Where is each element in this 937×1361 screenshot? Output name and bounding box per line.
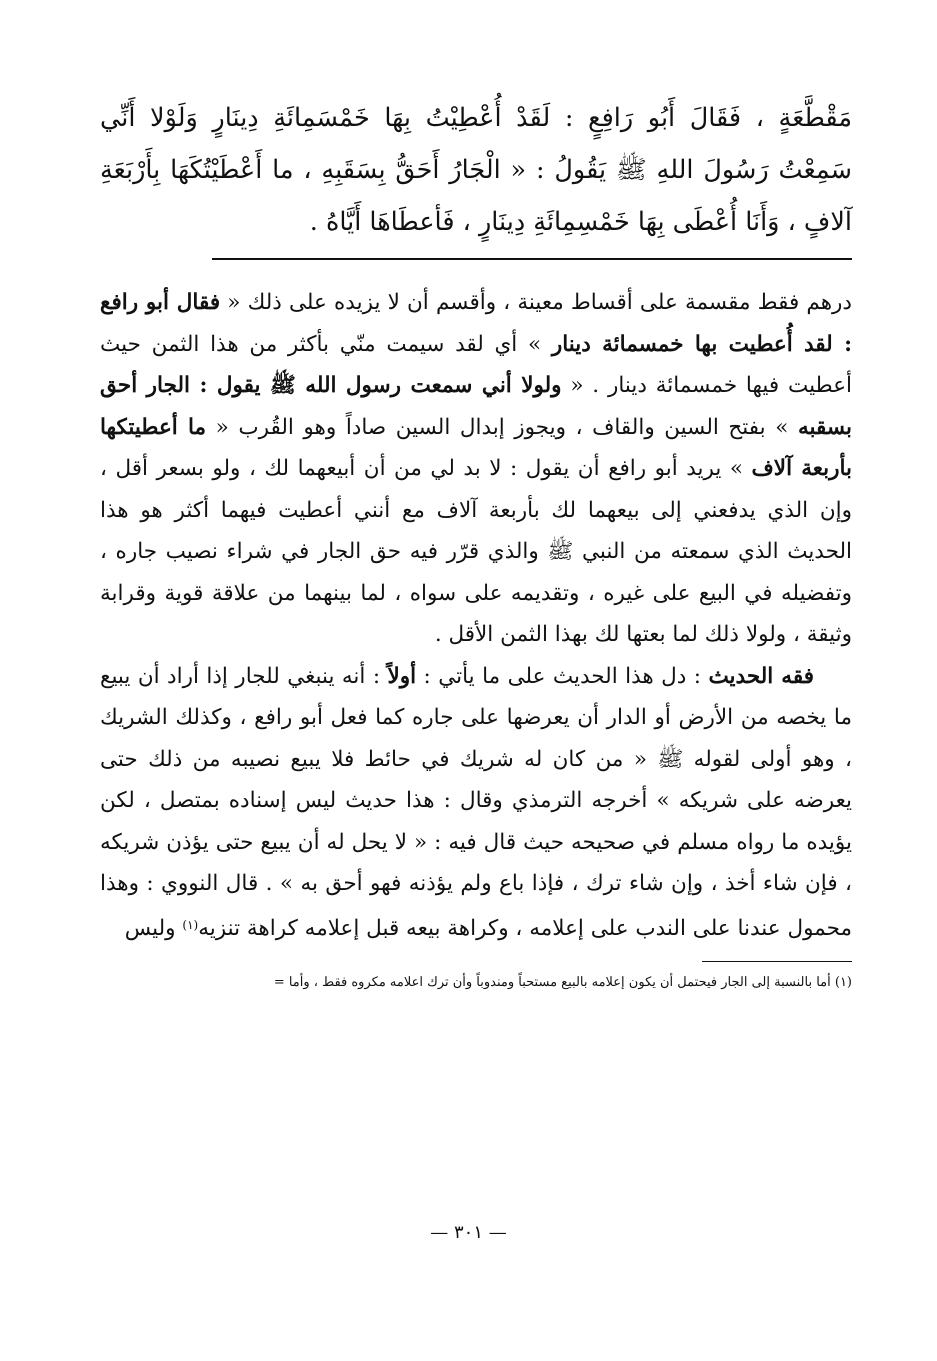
footnote: (١) أما بالنسبة إلى الجار فيحتمل أن يكون إعلامه بالبيع مستحباً ومندوباً وأن ترك اعلامه مكروه فقط ، وأما = <box>273 975 852 990</box>
quoted-hadith-phrase: فقال أبو رافع : لقد أُعطيت بها خمسمائة دينار <box>100 290 853 357</box>
commentary-paragraph <box>100 656 852 950</box>
commentary-paragraph <box>100 282 852 656</box>
commentary-run: درهم فقط مقسمة على أقساط معينة ، وأقسم أن لا يزيده على ذلك « <box>220 290 852 315</box>
hadith-line: آلافٍ ، وَأَنَا أُعْطَى بِهَا خَمْسِمِائَةِ دِينَارٍ ، فَأعطَاهَا أَيَّاهُ . <box>309 207 852 237</box>
footnote-divider <box>702 961 852 962</box>
quoted-hadith-phrase: ولولا أني سمعت رسول الله ﷺ يقول : الجار أحق بسقبه <box>100 373 852 440</box>
page-number <box>0 1222 937 1243</box>
hadith-text <box>100 92 852 248</box>
commentary-text <box>100 282 852 949</box>
commentary-run: : أنه ينبغي للجار إذا أراد أن يبيع ما يخصه من الأرض أو الدار أن يعرضها على جاره كما فعل أبو رافع ، وكذلك الشريك ، وهو أولى لقوله ﷺ « من كان له شريك في حائط فلا يبيع نصيبه من ذلك حتى يعرضه على شريكه » أخرجه الترمذي وقال : هذا حديث ليس إسناده بمتصل ، لكن يؤيده ما رواه مسلم في صحيحه حيث قال فيه : « لا يحل له أن يبيع حتى يؤذن شريكه ، فإن شاء أخذ ، وإن شاء ترك ، فإذا باع ولم يؤذنه فهو أحق به » . قال النووي : وهذا محمول عندنا على الندب على إعلامه ، وكراهة بيعه قبل إعلامه كراهة تنزيه <box>100 663 852 941</box>
document-page <box>100 92 852 994</box>
commentary-run: » بفتح السين والقاف ، ويجوز إبدال السين صاداً وهو القُرب « <box>206 414 798 440</box>
section-divider <box>212 258 852 260</box>
quoted-hadith-phrase: ما أعطيتكها بأربعة آلاف <box>100 414 852 481</box>
commentary-run: » أي لقد سيمت منّي بأكثر من هذا الثمن حيث أعطيت فيها خمسمائة دينار . « <box>100 331 853 398</box>
commentary-run: » يريد أبو رافع أن يقول : لا بد لي من أن أبيعهما لك ، ولو بسعر أقل ، وإن الذي يدفعني إلى بيعهما لك بأربعة آلاف مع أنني أعطيت فيهما أكثر هو هذا الحديث الذي سمعته من النبي ﷺ والذي قرّر فيه حق الجار في شراء نصيب جاره ، وتفضيله في البيع على غيره ، وتقديمه على سواه ، لما بينهما من علاقة قوية وقرابة وثيقة ، ولولا ذلك لما بعتها لك بهذا الثمن الأقل . <box>100 456 852 647</box>
commentary-run: : دل هذا الحديث على ما يأتي : <box>416 663 709 689</box>
section-heading: فقه الحديث <box>708 663 814 689</box>
footnote-reference: (١) <box>182 917 199 932</box>
point-label: أولاً <box>387 663 417 689</box>
hadith-line: سَمِعْتُ رَسُولَ اللهِ ﷺ يَقُولُ : « الْجَارُ أَحَقُّ بِسَقَبِهِ ، ما أَعْطَيْتُكَهَا بِأَرْبَعَةِ <box>100 155 852 185</box>
hadith-line: مَقْطَّعَةٍ ، فَقَالَ أَبُو رَافِعٍ : لَقَدْ أُعْطِيْتُ بِهَا خَمْسَمِائَةِ دِينَارٍ وَلَوْلا أَنِّي <box>100 103 852 133</box>
commentary-run: وليس <box>124 915 183 941</box>
page-number-text: — ٣٠١ — <box>430 1222 507 1243</box>
